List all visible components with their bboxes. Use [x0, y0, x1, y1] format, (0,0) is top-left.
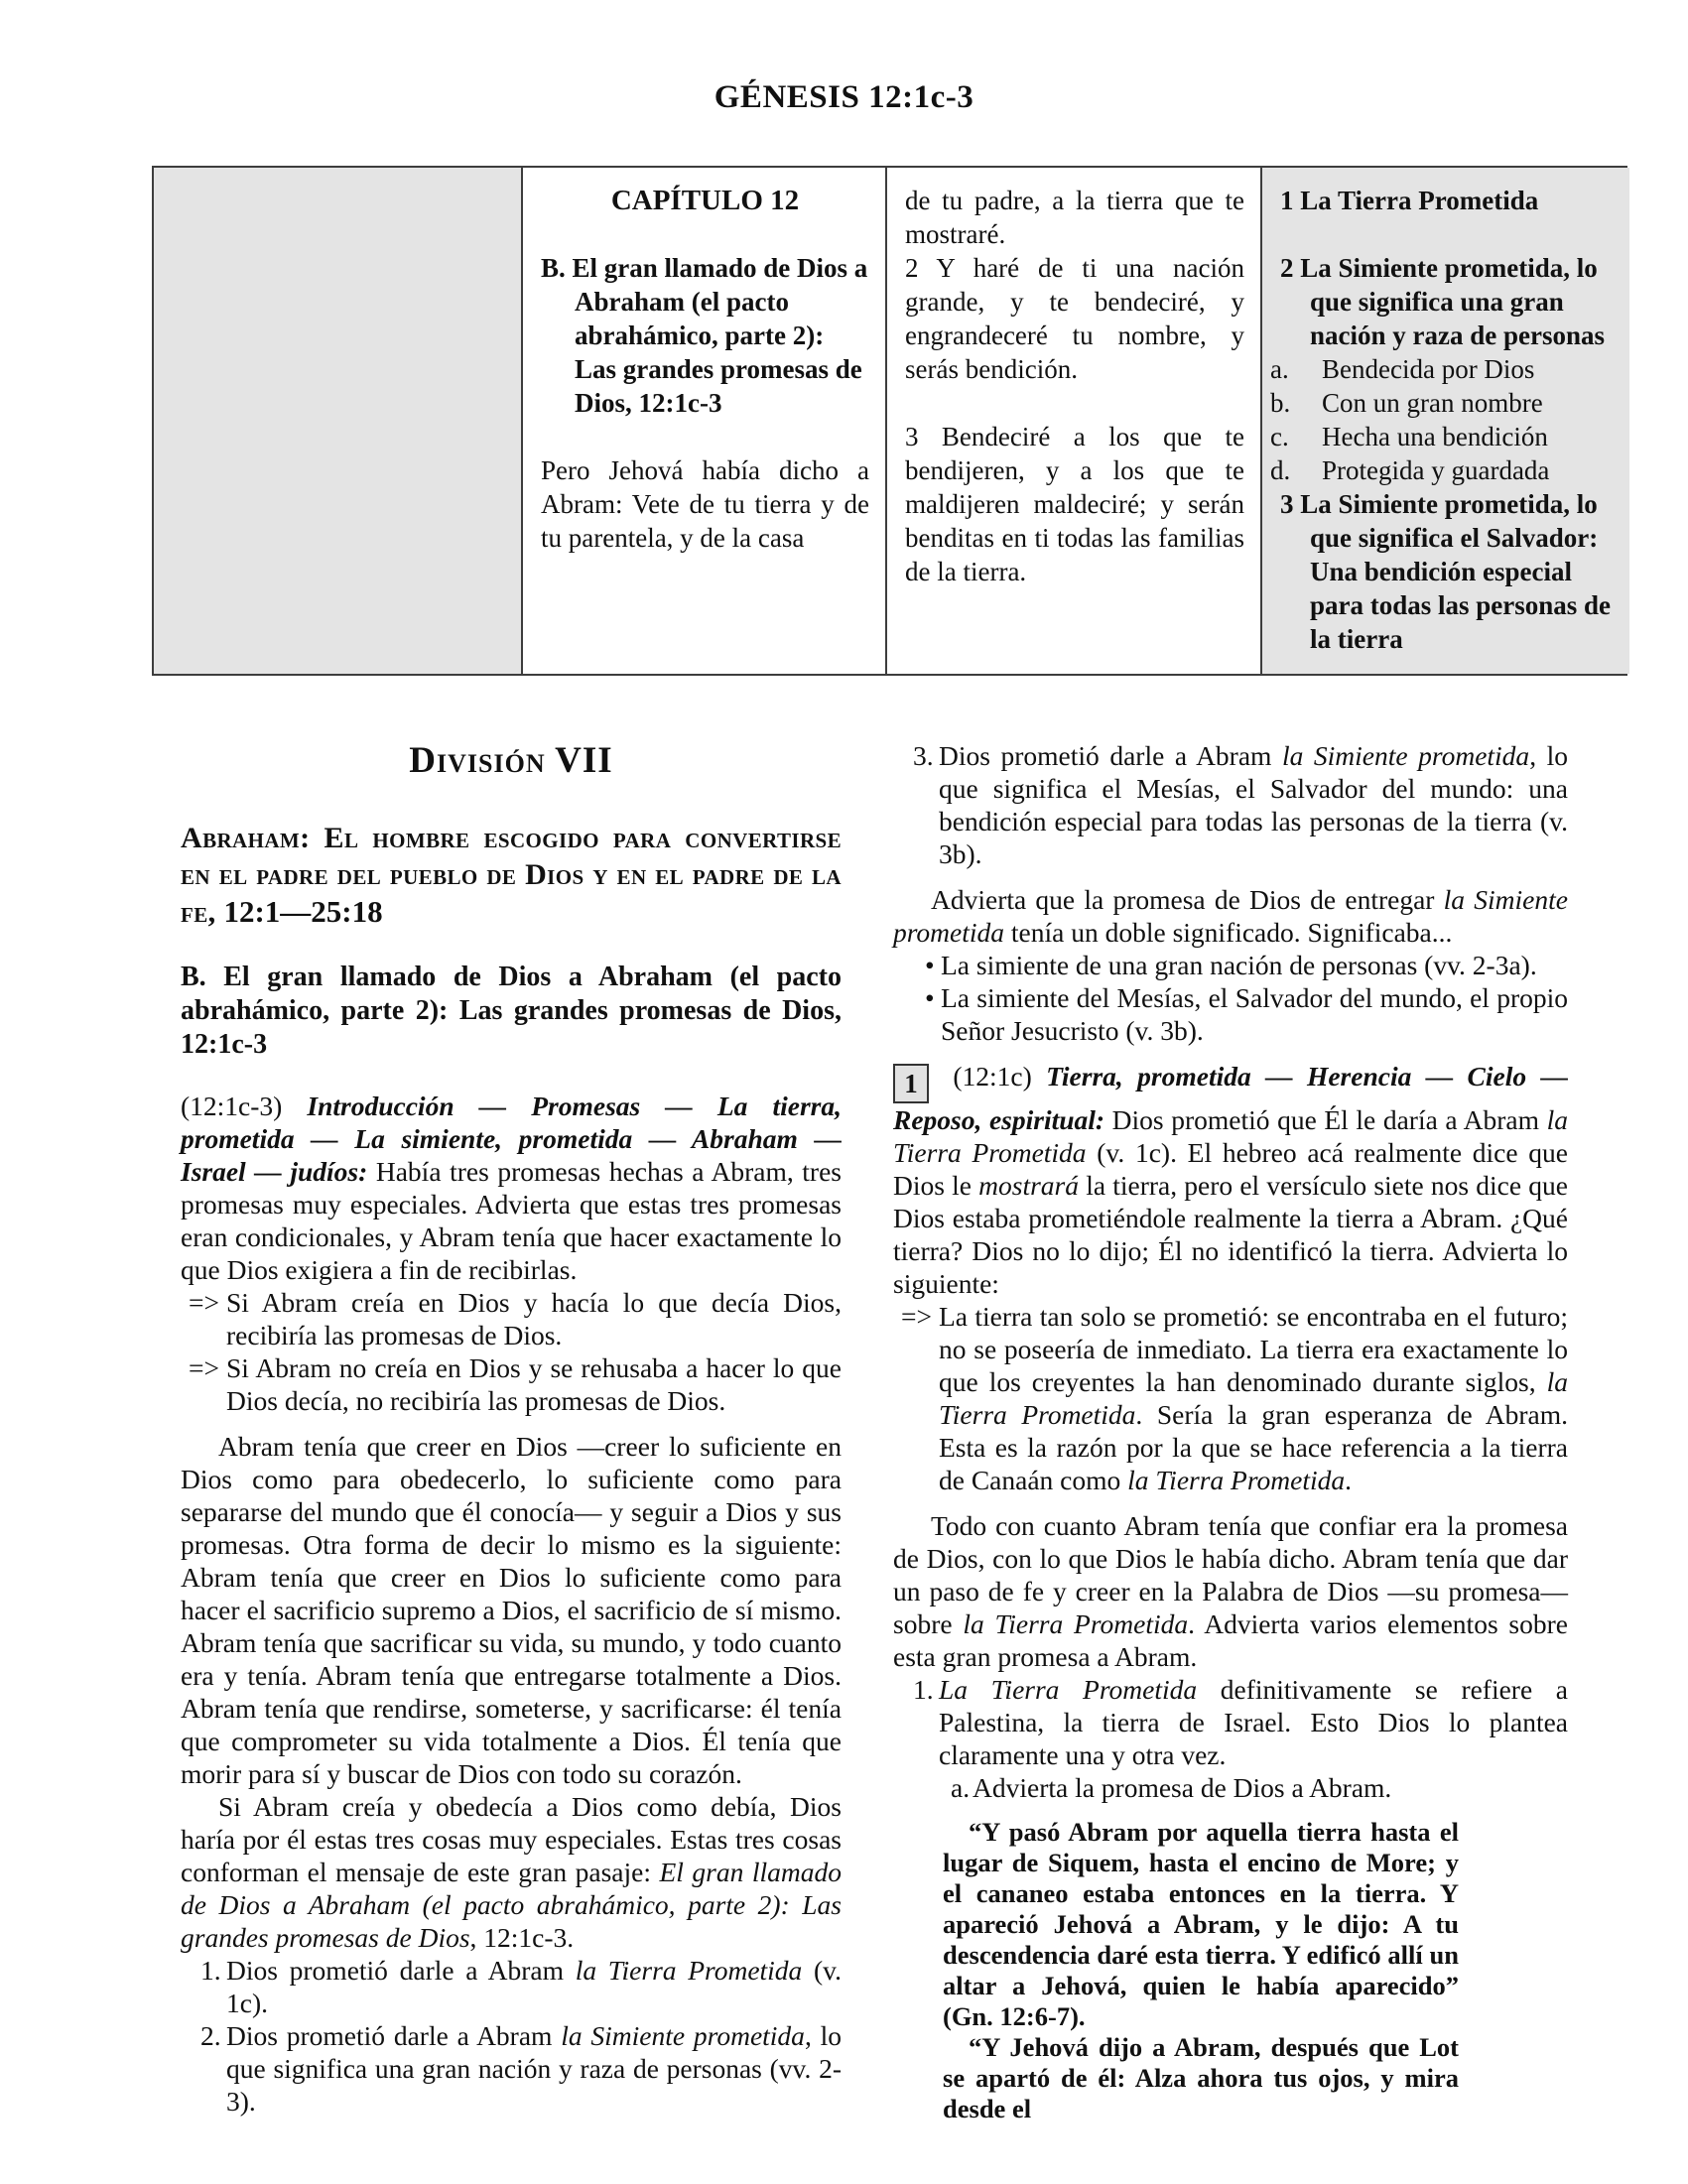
text-run: (v. 1c).: [226, 1955, 842, 2018]
text-run: (12:1c-3): [181, 1091, 308, 1121]
page-header: [0, 0, 1688, 116]
outline-item-number: 2: [1280, 253, 1294, 283]
scripture-text: de tu padre, a la tierra que te mostraré.: [905, 186, 1244, 249]
list-marker: =>: [901, 1301, 933, 1332]
text-run: la Tierra Prometida: [963, 1608, 1189, 1639]
scripture-outline-table: [152, 166, 1627, 676]
text-run: la Tierra Prometida: [575, 1955, 803, 1986]
text-run: definitivamente se refiere a Palestina, la tierra de Israel. Esto Dios lo plantea claramente una y otra vez.: [939, 1674, 1568, 1770]
page-title: GÉNESIS 12:1c-3: [714, 79, 974, 115]
bullet-item: [893, 981, 1568, 1047]
chapter-heading: CAPÍTULO 12: [610, 185, 800, 216]
outline-subitem: [1270, 453, 1614, 487]
outline-item-number: 1: [1280, 186, 1294, 215]
numbered-item: [181, 2019, 842, 2118]
text-run: la Tierra Prometida: [939, 1366, 1568, 1430]
text-run: . Sería la gran esperanza de Abram. Esta es la razón por la que se hace referencia a la tierra de Canaán como: [939, 1399, 1568, 1495]
body-paragraph: [181, 1430, 842, 1790]
body-paragraph: [893, 1509, 1568, 1673]
left-text-column: [181, 739, 842, 2124]
text-run: “Y Jehová dijo a Abram, después que Lot se apartó de él: Alza ahora tus ojos, y mira desde el: [943, 2032, 1459, 2123]
outline-subitem-letter: a.: [1270, 354, 1289, 384]
division-subheading: [181, 820, 842, 931]
right-text-column: [893, 739, 1568, 2124]
text-run: Introducción — Promesas — La tierra, prometida — La simiente, prometida — Abraham — Israel — judíos:: [181, 1091, 842, 1187]
text-run: La simiente de una gran nación de personas (vv. 2-3a).: [941, 950, 1537, 980]
text-run: Todo con cuanto Abram tenía que confiar era la promesa de Dios, con lo que Dios le había dicho. Abram tenía que dar un paso de fe y creer en la Palabra de Dios —su promesa— sobre: [893, 1510, 1568, 1639]
text-run: Advierta que la promesa de Dios de entregar: [931, 884, 1444, 915]
outline-item: [1280, 251, 1614, 352]
text-run: Si Abram creía y obedecía a Dios como debía, Dios haría por él estas tres cosas muy especiales. Estas tres cosas conforman el mensaje de este gran pasaje:: [181, 1791, 842, 1887]
text-run: .: [1345, 1465, 1353, 1495]
text-run: (v. 1c). El hebreo acá realmente dice que Dios le: [893, 1137, 1568, 1201]
division-subheading-reference: 12:1—25:18: [223, 894, 383, 929]
text-run: la Simiente prometida: [1281, 740, 1530, 771]
text-run: Tierra, prometida — Herencia — Cielo — Reposo, espiritual:: [893, 1061, 1568, 1135]
arrow-item: [181, 1286, 842, 1351]
outline-subitem: [1270, 386, 1614, 420]
scripture-quote: [893, 1817, 1459, 2032]
division-subheading-text: Abraham: El hombre escogido para convertirse en el padre del pueblo de Dios y en el padre de la fe,: [181, 822, 842, 929]
scripture-text: 2 Y haré de ti una nación grande, y te bendeciré, y engrandeceré tu nombre, y serás bendición.: [905, 253, 1244, 384]
text-run: La tierra tan solo se prometió: se encontraba en el futuro; no se poseería de inmediato. La tierra era exactamente lo que los creyentes la han denominado durante siglos,: [939, 1301, 1568, 1397]
outline-subitem: [1270, 420, 1614, 453]
list-marker: 3.: [913, 740, 934, 771]
text-run: Había tres promesas hechas a Abram, tres promesas muy especiales. Advierta que estas tres promesas eran condicionales, y Abram tenía que hacer exactamente lo que Dios exigiera a fin de recibirlas.: [181, 1156, 843, 1285]
text-run: la Tierra Prometida: [893, 1104, 1568, 1168]
text-run: Dios prometió que Él le daría a Abram: [1104, 1104, 1547, 1135]
text-run: Abram tenía que creer en Dios —creer lo suficiente en Dios como para obedecerlo, lo suficiente como para separarse del mundo que él conocía— y seguir a Dios y sus promesas. Otra forma de decir lo mismo es la siguiente: Abram tenía que creer en Dios lo suficiente como para hacer el sacrificio supremo a Dios, el sacrificio de sí mismo. Abram tenía que sacrificar su vida, su mundo, y todo cuanto era y tenía. Abram tenía que entregarse totalmente a Dios. Abram tenía que rendirse, someterse, y sacrificarse: él tenía que comprometer su vida totalmente a Dios. Él tenía que morir para sí y buscar de Dios con todo su corazón.: [181, 1431, 842, 1789]
text-run: la Simiente prometida: [561, 2020, 805, 2051]
table-cell-outline: [1260, 168, 1629, 674]
right-column-paragraphs: [893, 739, 1568, 2124]
lettered-item: [893, 1771, 1568, 1804]
text-run: La simiente del Mesías, el Salvador del mundo, el propio Señor Jesucristo (v. 3b).: [941, 982, 1568, 1046]
table-cell-chapter: [521, 168, 885, 674]
numbered-item: [893, 739, 1568, 870]
text-run: Dios prometió darle a Abram: [939, 740, 1282, 771]
text-run: Advierta la promesa de Dios a Abram.: [973, 1772, 1392, 1803]
outline-item-number: 3: [1280, 489, 1294, 519]
paragraph-number-box: 1: [893, 1064, 929, 1103]
text-run: “Y pasó Abram por aquella tierra hasta el lugar de Siquem, hasta el encino de More; y el cananeo estaba entonces en la tierra. Y apareció Jehová a Abram, y le dijo: A tu descendencia daré esta tierra. Y edificó allí un altar a Jehová, quien le había aparecido” (Gn. 12:6-7).: [943, 1817, 1459, 2031]
arrow-item: [181, 1351, 842, 1417]
outline-item-text: La Tierra Prometida: [1300, 186, 1539, 215]
text-run: , lo que significa el Mesías, el Salvador del mundo: una bendición especial para todas las personas de la tierra (v. 3b).: [939, 740, 1568, 869]
outline-subitem-text: Con un gran nombre: [1322, 388, 1543, 418]
outline-subitem-text: Hecha una bendición: [1322, 422, 1548, 451]
bullet-item: [893, 949, 1568, 981]
text-run: . Advierta varios elementos sobre esta gran promesa a Abram.: [893, 1608, 1568, 1672]
outline-subitem-text: Bendecida por Dios: [1322, 354, 1535, 384]
body-paragraph: [181, 1790, 842, 1954]
scripture-quote: [893, 2032, 1459, 2124]
list-marker: •: [925, 982, 935, 1013]
text-run: Dios prometió darle a Abram: [226, 1955, 576, 1986]
text-run: , 12:1c-3.: [469, 1922, 575, 1953]
left-column-paragraphs: [181, 1090, 842, 2118]
scripture-text: Pero Jehová había dicho a Abram: Vete de tu tierra y de tu parentela, y de la casa: [541, 455, 869, 553]
list-marker: 2.: [200, 2020, 221, 2051]
commentary-body: [181, 739, 1568, 2124]
table-cell-notes-empty: [154, 168, 521, 674]
outline-item-text: La Simiente prometida, lo que significa una gran nación y raza de personas: [1300, 253, 1605, 350]
list-marker: 1.: [913, 1674, 934, 1705]
chapter-section-outline: B. El gran llamado de Dios a Abraham (el pacto abrahámico, parte 2): Las grandes promesas de Dios, 12:1c-3: [541, 253, 868, 418]
section-heading: B. El gran llamado de Dios a Abraham (el pacto abrahámico, parte 2): Las grandes promesas de Dios, 12:1c-3: [181, 962, 842, 1060]
outline-subitem-letter: d.: [1270, 455, 1291, 485]
text-run: , lo que significa una gran nación y raza de personas (vv. 2-3).: [226, 2020, 842, 2117]
text-run: la Simiente prometida: [893, 884, 1568, 948]
text-run: (12:1c): [939, 1061, 1047, 1092]
scripture-text: 3 Bendeciré a los que te bendijeren, y a los que te maldijeren maldeciré; y serán benditas en ti todas las familias de la tierra.: [905, 422, 1244, 586]
text-run: mostrará: [978, 1170, 1080, 1201]
numbered-item: [893, 1673, 1568, 1771]
commentary-point-paragraph: [893, 1060, 1568, 1300]
division-heading: División VII: [409, 740, 613, 781]
outline-subitem-text: Protegida y guardada: [1322, 455, 1550, 485]
outline-subitem-letter: c.: [1270, 422, 1289, 451]
list-marker: •: [925, 950, 935, 980]
text-run: tenía un doble significado. Significaba...: [1004, 917, 1453, 948]
text-run: la tierra, pero el versículo siete nos dice que Dios estaba prometiéndole realmente la tierra a Abram. ¿Qué tierra? Dios no lo dijo; Él no identificó la tierra. Advierta lo siguiente:: [893, 1170, 1568, 1299]
list-marker: =>: [189, 1287, 220, 1318]
table-cell-scripture: [885, 168, 1260, 674]
intro-paragraph: [181, 1090, 842, 1286]
text-run: El gran llamado de Dios a Abraham (el pacto abrahámico, parte 2): Las grandes promesas de Dios: [181, 1857, 842, 1953]
text-run: Dios prometió darle a Abram: [226, 2020, 562, 2051]
text-run: Si Abram creía en Dios y hacía lo que decía Dios, recibiría las promesas de Dios.: [226, 1287, 842, 1350]
arrow-item: [893, 1300, 1568, 1496]
outline-item: [1280, 184, 1614, 217]
list-marker: 1.: [200, 1955, 221, 1986]
outline-item: [1280, 487, 1614, 656]
list-marker: a.: [951, 1772, 971, 1803]
body-paragraph: [893, 883, 1568, 949]
text-run: Si Abram no creía en Dios y se rehusaba a hacer lo que Dios decía, no recibiría las promesas de Dios.: [226, 1352, 842, 1416]
text-run: La Tierra Prometida: [939, 1674, 1198, 1705]
outline-item-text: La Simiente prometida, lo que significa el Salvador: Una bendición especial para todas las personas de la tierra: [1300, 489, 1612, 654]
text-run: la Tierra Prometida: [1127, 1465, 1346, 1495]
list-marker: =>: [189, 1352, 220, 1383]
outline-subitem: [1270, 352, 1614, 386]
numbered-item: [181, 1954, 842, 2019]
outline-subitem-letter: b.: [1270, 388, 1291, 418]
